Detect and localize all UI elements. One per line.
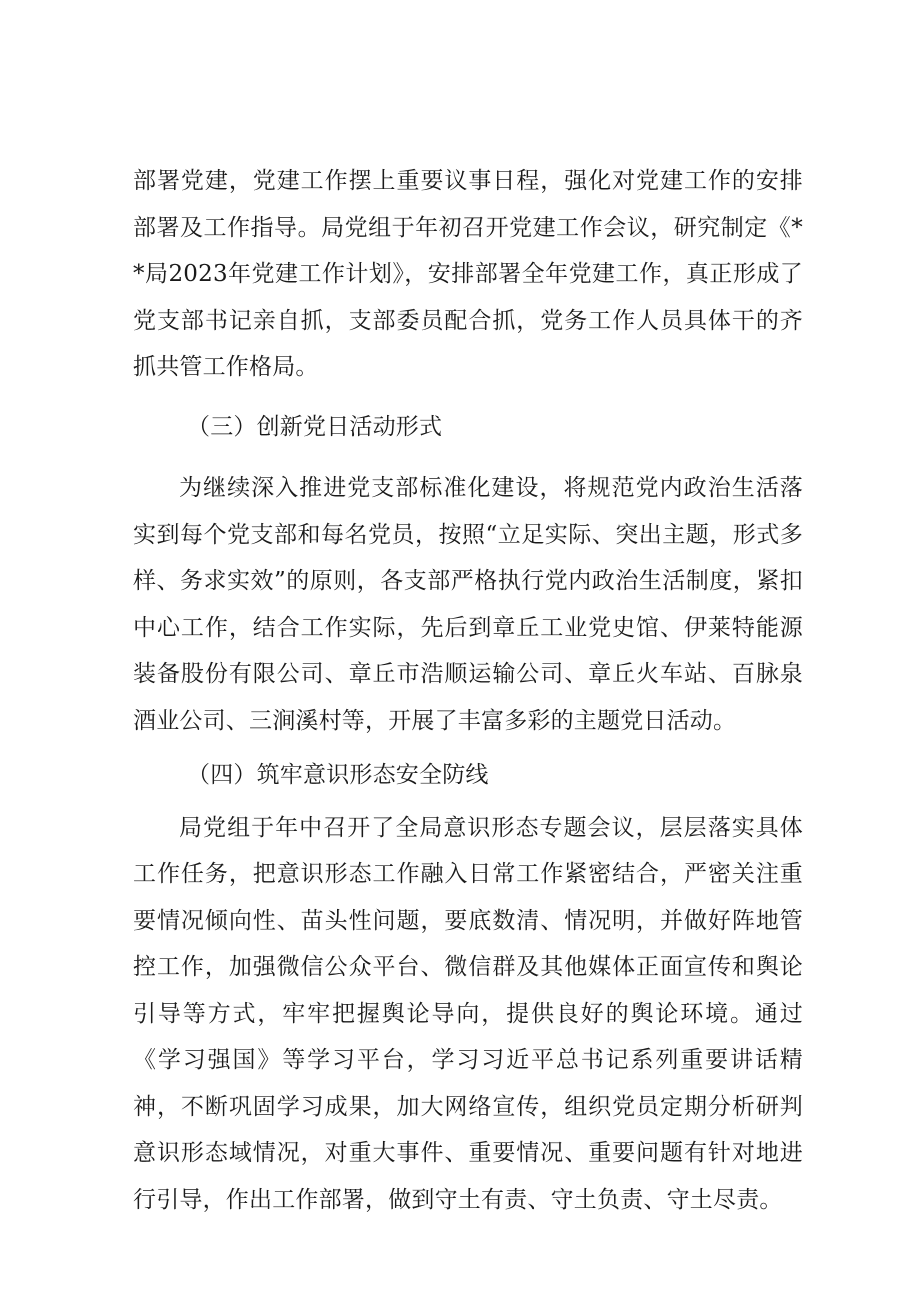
paragraph-ideology-security: 局党组于年中召开了全局意识形态专题会议，层层落实具体工作任务，把意识形态工作融入日常工作紧密结合，严密关注重要情况倾向性、苗头性问题，要底数清、情况明，并做好阵地管控工作，加强微信公众平台、微信群及其他媒体正面宣传和舆论引导等方式，牢牢把握舆论导向，提供良好的舆论环境。通过《学习强国》等学习平台，学习习近平总书记系列重要讲话精神，不断巩固学习成果，加大网络宣传，组织党员定期分析研判意识形态域情况，对重大事件、重要情况、重要问题有针对地进行引导，作出工作部署，做到守土有责、守土负责、守土尽责。: [133, 814, 803, 1213]
paragraph-continued-party-building: 部署党建，党建工作摆上重要议事日程，强化对党建工作的安排部署及工作指导。局党组于年初召开党建工作会议，研究制定《**局2023年党建工作计划》，安排部署全年党建工作，真正形成了党支部书记亲自抓，支部委员配合抓，党务工作人员具体干的齐抓共管工作格局。: [133, 168, 803, 380]
section-heading-ideology-security: （四）筑牢意识形态安全防线: [187, 762, 489, 788]
section-heading-party-day-activities: （三）创新党日活动形式: [187, 413, 443, 440]
document-body: [133, 158, 803, 1223]
paragraph-party-day-activities: 为继续深入推进党支部标准化建设，将规范党内政治生活落实到每个党支部和每名党员，按照“立足实际、突出主题，形式多样、务求实效”的原则，各支部严格执行党内政治生活制度，紧扣中心工作，结合工作实际，先后到章丘工业党史馆、伊莱特能源装备股份有限公司、章丘市浩顺运输公司、章丘火车站、百脉泉酒业公司、三涧溪村等，开展了丰富多彩的主题党日活动。: [133, 475, 803, 734]
